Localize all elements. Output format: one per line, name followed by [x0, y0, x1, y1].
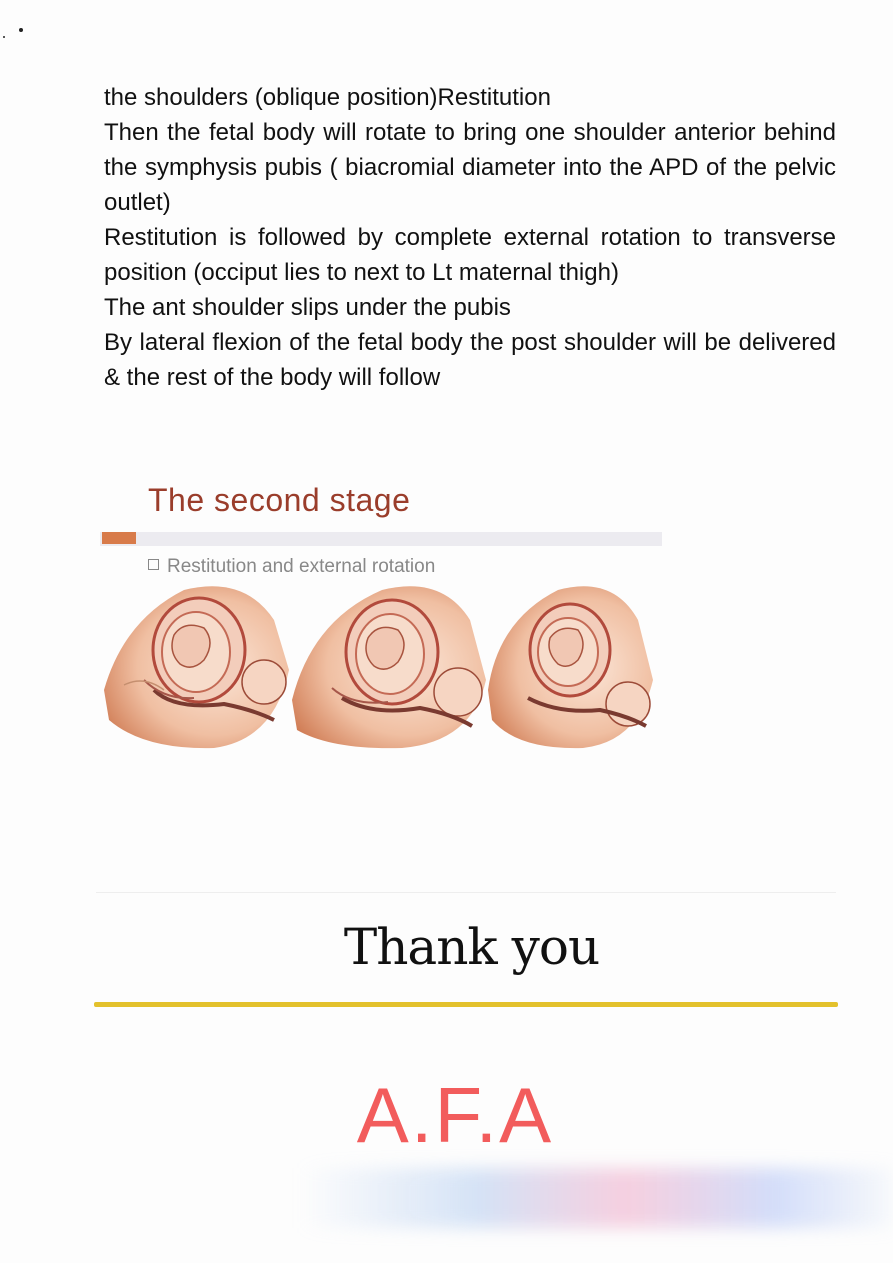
restitution-illustration-1 [104, 580, 294, 752]
author-signature: A.F.A [356, 1071, 554, 1159]
slide-bullet-text: Restitution and external rotation [167, 556, 436, 577]
slide-bullet [148, 556, 435, 578]
paragraph-2: Then the fetal body will rotate to bring one shoulder anterior behind the symphysis pubis ( biacromial diameter into the APD of the pelvic outlet) [104, 119, 836, 216]
paragraph-4: The ant shoulder slips under the pubis [104, 294, 511, 321]
thank-you-heading: Thank you [343, 918, 600, 976]
decorative-glow [300, 1168, 893, 1228]
gold-divider [94, 1002, 838, 1007]
scan-speck [3, 36, 5, 38]
slide-title: The second stage [148, 482, 411, 518]
faint-divider [96, 892, 836, 893]
bullet-square-icon [148, 559, 159, 570]
slide-accent-bar [102, 532, 136, 544]
restitution-illustration-2 [292, 580, 490, 752]
paragraph-3: Restitution is followed by complete external rotation to transverse position (occiput lies to next to Lt maternal thigh) [104, 224, 836, 286]
restitution-illustration-3 [488, 580, 658, 752]
scan-speck [19, 28, 23, 32]
body-text [104, 80, 836, 395]
slide-rule [100, 532, 662, 546]
paragraph-5: By lateral flexion of the fetal body the post shoulder will be delivered & the rest of the body will follow [104, 329, 836, 391]
paragraph-1: the shoulders (oblique position)Restitution [104, 84, 551, 111]
